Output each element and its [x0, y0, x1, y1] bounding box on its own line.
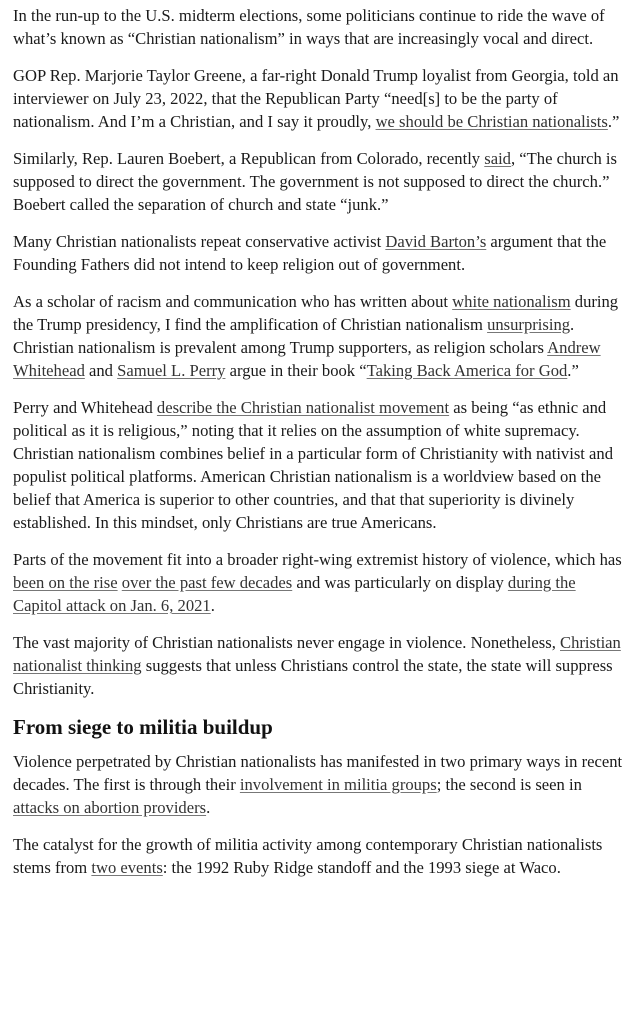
paragraph-text: .” — [567, 361, 579, 380]
paragraph-text: Violence perpetrated by Christian nationalists has manifested in two primary ways in recent decades. The first is through their — [13, 752, 623, 794]
link-andrew-whitehead[interactable]: Andrew Whitehead — [13, 338, 601, 380]
link-capitol-attack[interactable]: during the Capitol attack on Jan. 6, 2021 — [13, 573, 576, 615]
paragraph-text: Many Christian nationalists repeat conservative activist — [13, 232, 386, 251]
paragraph-text: Similarly, Rep. Lauren Boebert, a Republican from Colorado, recently — [13, 149, 485, 168]
paragraph-text: , “The church is supposed to direct the government. The government is not supposed to direct the church.” Boebert called the separation of church and state “junk.” — [13, 149, 617, 214]
paragraph-text: The vast majority of Christian nationalists never engage in violence. Nonetheless, — [13, 633, 560, 652]
paragraph-boebert — [13, 147, 623, 216]
paragraph-text: Parts of the movement fit into a broader right-wing extremist history of violence, which has — [13, 550, 622, 569]
paragraph-text: .” — [607, 112, 620, 131]
paragraph-text: suggests that unless Christians control the state, the state will suppress Christianity. — [13, 656, 613, 698]
link-over-the-past-few-decades[interactable]: over the past few decades — [121, 573, 293, 592]
paragraph-intro — [13, 4, 623, 50]
paragraph-text: The catalyst for the growth of militia activity among contemporary Christian nationalists stems from — [13, 835, 603, 877]
paragraph-text: as being “as ethnic and political as it is religious,” noting that it relies on the assumption of white supremacy. Christian nationalism combines belief in a particular form of Christianity with nativist and populist political platforms. American Christian nationalism is a worldview based on the belief that America is superior to other countries, and that that superiority is divinely established. In this mindset, only Christians are true Americans. — [13, 398, 614, 532]
link-christian-nationalist-thinking[interactable]: Christian nationalist thinking — [13, 633, 621, 675]
paragraph-perry-whitehead — [13, 396, 623, 534]
link-david-barton[interactable]: David Barton’s — [385, 232, 487, 251]
link-involvement-in-militia-groups[interactable]: involvement in militia groups — [239, 775, 437, 794]
paragraph-text: . — [210, 596, 215, 615]
paragraph-violence-history — [13, 548, 623, 617]
paragraph-text: Perry and Whitehead — [13, 398, 157, 417]
link-two-events[interactable]: two events — [91, 858, 163, 877]
paragraph-majority — [13, 631, 623, 700]
link-taking-back-america-for-god[interactable]: Taking Back America for God — [366, 361, 568, 380]
section-heading: From siege to militia buildup — [13, 715, 273, 739]
paragraph-text: . Christian nationalism is prevalent among Trump supporters, as religion scholars — [13, 315, 575, 357]
link-samuel-perry[interactable]: Samuel L. Perry — [117, 361, 226, 380]
paragraph-catalyst — [13, 833, 623, 879]
link-white-nationalism[interactable]: white nationalism — [452, 292, 571, 311]
link-unsurprising[interactable]: unsurprising — [487, 315, 571, 334]
link-said[interactable]: said — [484, 149, 511, 168]
paragraph-text: argument that the Founding Fathers did not intend to keep religion out of government. — [13, 232, 607, 274]
link-describe-christian-nationalist-movement[interactable]: describe the Christian nationalist movement — [156, 398, 450, 417]
paragraph-text: during the Trump presidency, I find the amplification of Christian nationalism — [13, 292, 619, 334]
link-been-on-the-rise[interactable]: been on the rise — [13, 573, 118, 592]
paragraph-text: ; the second is seen in — [436, 775, 582, 794]
paragraph-two-ways — [13, 750, 623, 819]
link-we-should-be-christian-nationalists[interactable]: we should be Christian nationalists — [375, 112, 608, 131]
paragraph-scholar — [13, 290, 623, 382]
paragraph-text: GOP Rep. Marjorie Taylor Greene, a far-right Donald Trump loyalist from Georgia, told an interviewer on July 23, 2022, that the Republican Party “need[s] to be the party of nationalism. And I’m a Christian, and I say it proudly, — [13, 66, 619, 131]
paragraph-text: In the run-up to the U.S. midterm elections, some politicians continue to ride the wave of what’s known as “Christian nationalism” in ways that are increasingly vocal and direct. — [13, 6, 605, 48]
paragraph-barton — [13, 230, 623, 276]
paragraph-text: and — [84, 361, 118, 380]
link-attacks-on-abortion-providers[interactable]: attacks on abortion providers — [13, 798, 207, 817]
paragraph-text: . — [206, 798, 211, 817]
paragraph-text: and was particularly on display — [292, 573, 508, 592]
paragraph-text: As a scholar of racism and communication who has written about — [13, 292, 453, 311]
paragraph-text: argue in their book “ — [225, 361, 367, 380]
paragraph-text: : the 1992 Ruby Ridge standoff and the 1993 siege at Waco. — [162, 858, 561, 877]
paragraph-greene — [13, 64, 623, 133]
